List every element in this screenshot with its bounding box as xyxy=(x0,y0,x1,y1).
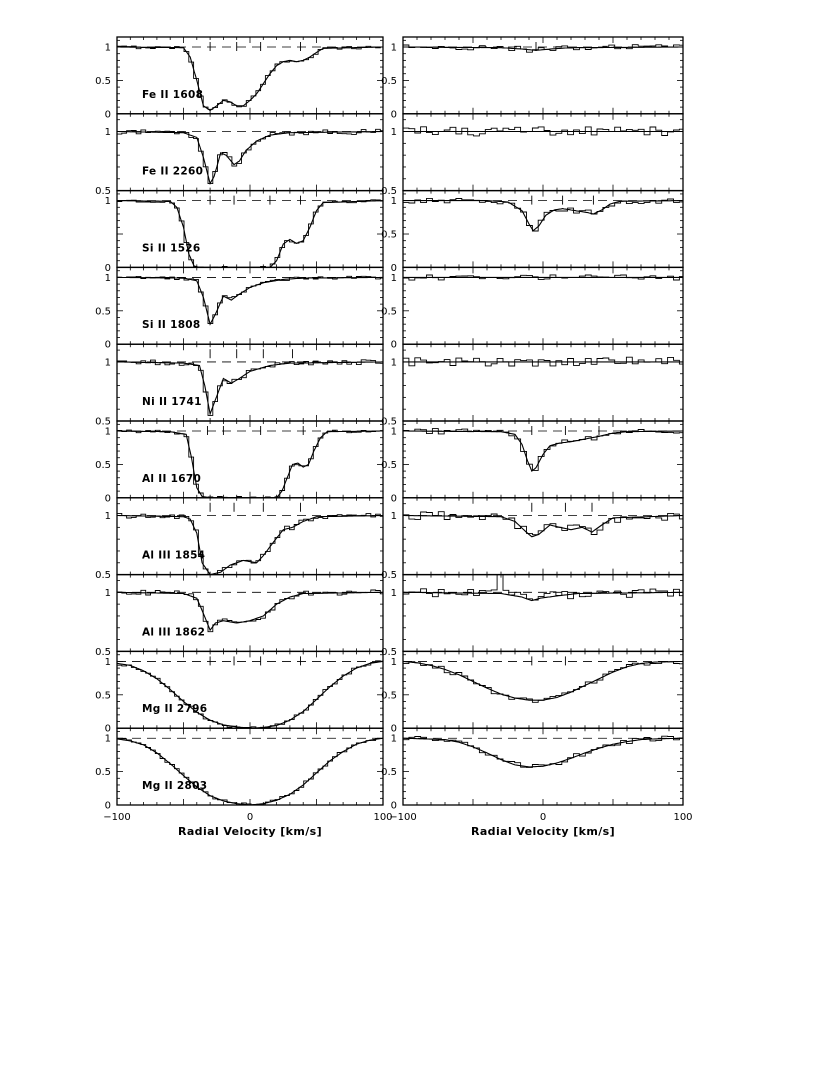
ion-label: Al III 1854 xyxy=(142,549,206,562)
ion-label: Al III 1862 xyxy=(142,626,206,639)
model-fit-line xyxy=(117,431,383,498)
y-tick-label: 1 xyxy=(104,42,111,54)
ion-label: Si II 1808 xyxy=(142,319,201,332)
y-tick-label: 0.5 xyxy=(95,416,111,428)
panel-frame xyxy=(117,498,383,575)
panel-frame xyxy=(403,421,683,498)
spectrum-panel xyxy=(95,344,383,427)
spectrum-panel xyxy=(381,267,683,350)
y-tick-label: 1 xyxy=(104,656,111,668)
y-tick-label: 1 xyxy=(104,511,111,523)
panel-frame xyxy=(117,114,383,191)
y-tick-label: 1 xyxy=(104,127,111,139)
y-tick-label: 0.5 xyxy=(381,186,397,198)
data-histogram xyxy=(117,513,383,575)
y-tick-label: 0.5 xyxy=(95,690,111,702)
y-tick-label: 1 xyxy=(390,196,397,208)
data-histogram xyxy=(117,661,383,728)
panel-frame xyxy=(117,344,383,421)
y-tick-label: 0.5 xyxy=(95,459,111,471)
model-fit-line xyxy=(403,661,683,700)
y-tick-label: 0.5 xyxy=(95,186,111,198)
y-tick-label: 0 xyxy=(390,109,397,121)
data-histogram xyxy=(403,198,683,231)
y-tick-label: 1 xyxy=(104,272,111,284)
x-tick-label: −100 xyxy=(103,812,131,823)
model-fit-line xyxy=(117,738,383,805)
ion-label: Al II 1670 xyxy=(142,472,202,485)
y-tick-label: 1 xyxy=(104,587,111,599)
y-tick-label: 0.5 xyxy=(95,306,111,318)
x-tick-label: 0 xyxy=(539,812,547,823)
data-histogram xyxy=(117,200,383,269)
data-histogram xyxy=(117,430,383,499)
y-tick-label: 0 xyxy=(104,339,111,351)
ion-label: Ni II 1741 xyxy=(142,396,202,408)
y-tick-label: 1 xyxy=(390,357,397,369)
y-tick-label: 0 xyxy=(390,493,397,505)
model-fit-line xyxy=(117,661,383,728)
spectrum-panel xyxy=(381,421,683,504)
data-histogram xyxy=(403,662,683,703)
model-fit-line xyxy=(403,431,683,471)
data-histogram xyxy=(117,276,383,323)
y-tick-label: 0.5 xyxy=(381,570,397,582)
panel-frame xyxy=(117,651,383,728)
spectrum-panel xyxy=(95,37,383,120)
model-fit-line xyxy=(403,516,683,537)
data-histogram xyxy=(403,736,683,767)
model-fit-line xyxy=(117,516,383,575)
y-tick-label: 0.5 xyxy=(95,767,111,779)
y-tick-label: 0 xyxy=(390,800,397,812)
spectrum-panel xyxy=(95,267,383,350)
y-tick-label: 1 xyxy=(390,426,397,438)
y-tick-label: 0 xyxy=(104,493,111,505)
ion-label: Fe II 2260 xyxy=(142,165,204,178)
model-fit-line xyxy=(117,592,383,630)
y-tick-label: 1 xyxy=(390,587,397,599)
panel-frame xyxy=(403,37,683,114)
y-tick-label: 0.5 xyxy=(381,690,397,702)
y-tick-label: 0 xyxy=(390,262,397,274)
y-tick-label: 1 xyxy=(390,127,397,139)
y-tick-label: 0.5 xyxy=(95,570,111,582)
y-tick-label: 0.5 xyxy=(381,229,397,241)
y-tick-label: 1 xyxy=(104,426,111,438)
y-tick-label: 1 xyxy=(104,733,111,745)
spectrum-panel xyxy=(381,344,683,427)
ion-label: Fe II 1608 xyxy=(142,88,204,101)
x-tick-label: 100 xyxy=(373,812,393,823)
x-tick-label: −100 xyxy=(389,812,417,823)
y-tick-label: 0 xyxy=(390,723,397,735)
panel-frame xyxy=(403,114,683,191)
panel-frame xyxy=(403,191,683,268)
y-tick-label: 1 xyxy=(390,656,397,668)
spectrum-panel xyxy=(381,728,683,811)
spectrum-panel xyxy=(95,728,383,811)
y-tick-label: 1 xyxy=(390,272,397,284)
x-axis-title: Radial Velocity [km/s] xyxy=(177,825,323,838)
y-tick-label: 0.5 xyxy=(381,646,397,658)
y-tick-label: 0.5 xyxy=(381,459,397,471)
spectrum-panel xyxy=(381,191,683,274)
model-fit-line xyxy=(117,201,383,268)
data-histogram xyxy=(403,429,683,471)
y-tick-label: 0 xyxy=(104,800,111,812)
y-tick-label: 0 xyxy=(104,723,111,735)
spectrum-panel xyxy=(381,37,683,120)
panel-frame xyxy=(117,575,383,652)
spectrum-panel xyxy=(381,498,683,581)
spectrum-panel xyxy=(381,651,683,734)
ion-label: Si II 1526 xyxy=(142,242,201,255)
y-tick-label: 0 xyxy=(104,262,111,274)
spectrum-panel xyxy=(95,651,383,734)
y-tick-label: 0 xyxy=(390,339,397,351)
x-tick-label: 0 xyxy=(246,812,254,823)
data-histogram xyxy=(403,45,683,53)
panel-frame xyxy=(403,575,683,652)
ion-label: Mg II 2796 xyxy=(142,703,208,716)
panel-frame xyxy=(117,728,383,805)
panel-frame xyxy=(117,37,383,114)
y-tick-label: 1 xyxy=(390,511,397,523)
spectrum-panel xyxy=(95,575,383,658)
y-tick-label: 0 xyxy=(104,109,111,121)
y-tick-label: 1 xyxy=(390,42,397,54)
y-tick-label: 0.5 xyxy=(95,75,111,87)
y-tick-label: 0.5 xyxy=(381,75,397,87)
y-tick-label: 1 xyxy=(104,357,111,369)
x-tick-label: 100 xyxy=(673,812,693,823)
spectrum-panel xyxy=(95,114,383,197)
y-tick-label: 0.5 xyxy=(381,416,397,428)
panel-frame xyxy=(117,267,383,344)
spectrum-panel xyxy=(95,498,383,581)
spectrum-panel xyxy=(381,569,683,658)
y-tick-label: 0.5 xyxy=(95,646,111,658)
spectrum-panel xyxy=(105,191,383,274)
panel-frame xyxy=(117,421,383,498)
y-tick-label: 0.5 xyxy=(381,767,397,779)
data-histogram xyxy=(117,738,383,805)
ion-label: Mg II 2803 xyxy=(142,780,208,792)
x-axis-title: Radial Velocity [km/s] xyxy=(470,825,616,838)
model-fit-line xyxy=(117,47,383,111)
y-tick-label: 1 xyxy=(104,196,111,208)
y-tick-label: 0.5 xyxy=(381,306,397,318)
panel-frame xyxy=(403,344,683,421)
spectrum-panel xyxy=(95,421,383,504)
model-fit-line xyxy=(403,738,683,767)
spectrum-panel xyxy=(381,114,683,197)
model-fit-line xyxy=(403,201,683,231)
panel-frame xyxy=(403,498,683,575)
model-fit-line xyxy=(117,277,383,324)
y-tick-label: 1 xyxy=(390,733,397,745)
